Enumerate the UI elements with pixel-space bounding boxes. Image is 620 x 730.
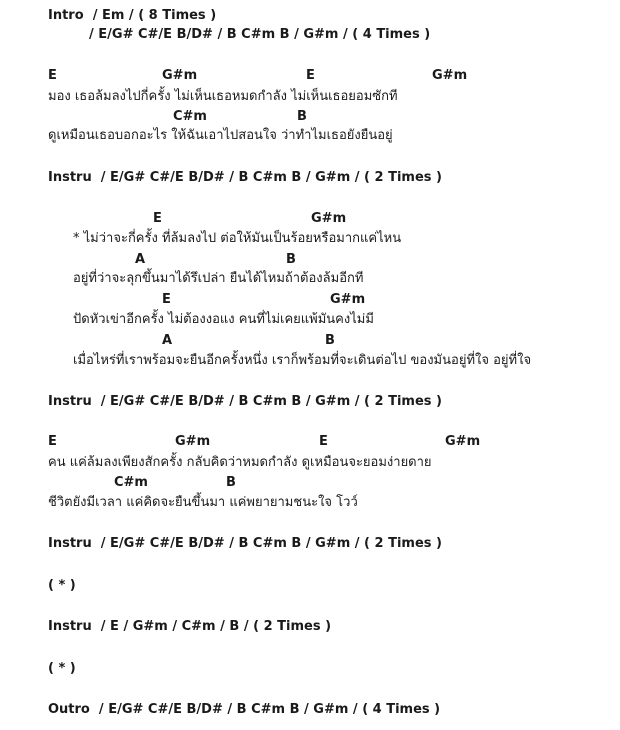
- chord: E: [162, 292, 171, 307]
- lyric-line: อยู่ที่ว่าจะลุกขึ้นมาได้รึเปล่า ยืนได้ไหมถ้าต้องล้มอีกที: [73, 271, 364, 286]
- lyric-line: เมื่อไหร่ที่เราพร้อมจะยืนอีกครั้งหนึ่ง เราก็พร้อมที่จะเดินต่อไป ของมันอยู่ที่ใจ อยู่ที่ใจ: [73, 353, 532, 368]
- chord: E: [319, 434, 328, 449]
- chord: B: [286, 252, 296, 267]
- chord: A: [135, 252, 146, 267]
- instru-line: Instru / E/G# C#/E B/D# / B C#m B / G#m / ( 2 Times ): [48, 394, 442, 409]
- outro-line: Outro / E/G# C#/E B/D# / B C#m B / G#m / ( 4 Times ): [48, 702, 441, 717]
- lyric-line: มอง เธอล้มลงไปกี่ครั้ง ไม่เห็นเธอหมดกำลัง ไม่เห็นเธอยอมซักที: [48, 89, 398, 104]
- chord: G#m: [432, 68, 468, 83]
- chord: E: [48, 434, 57, 449]
- intro-line: Intro / Em / ( 8 Times ): [48, 8, 217, 23]
- lyric-line: ชีวิตยังมีเวลา แค่คิดจะยืนขึ้นมา แค่พยายามชนะใจ โวว์: [48, 495, 358, 510]
- lyric-line: คน แค่ล้มลงเพียงสักครั้ง กลับคิดว่าหมดกำลัง ดูเหมือนจะยอมง่ายดาย: [48, 455, 432, 470]
- chord: G#m: [162, 68, 198, 83]
- chord: A: [162, 333, 173, 348]
- chord: E: [153, 211, 162, 226]
- lyric-line: ปัดหัวเข่าอีกครั้ง ไม่ต้องงอแง คนที่ไม่เคยแพ้มันคงไม่มี: [73, 312, 374, 327]
- chord: G#m: [175, 434, 211, 449]
- chord: B: [297, 109, 307, 124]
- lyric-line: * ไม่ว่าจะกี่ครั้ง ที่ล้มลงไป ต่อให้มันเป็นร้อยหรือมากแค่ไหน: [73, 231, 402, 246]
- chorus-repeat-marker: ( * ): [48, 661, 76, 676]
- chord: G#m: [445, 434, 481, 449]
- chord: C#m: [114, 475, 148, 490]
- instru-line: Instru / E/G# C#/E B/D# / B C#m B / G#m / ( 2 Times ): [48, 536, 442, 551]
- chord: E: [48, 68, 57, 83]
- chord: G#m: [330, 292, 366, 307]
- instru-line: Instru / E / G#m / C#m / B / ( 2 Times ): [48, 619, 332, 634]
- instru-line: Instru / E/G# C#/E B/D# / B C#m B / G#m / ( 2 Times ): [48, 170, 442, 185]
- chord: E: [306, 68, 315, 83]
- chord: B: [325, 333, 335, 348]
- chorus-repeat-marker: ( * ): [48, 578, 76, 593]
- chord: B: [226, 475, 236, 490]
- chord: G#m: [311, 211, 347, 226]
- chord: C#m: [173, 109, 207, 124]
- lyric-line: ดูเหมือนเธอบอกอะไร ให้ฉันเอาไปสอนใจ ว่าทำไมเธอยังยืนอยู่: [48, 128, 393, 143]
- intro-progression: / E/G# C#/E B/D# / B C#m B / G#m / ( 4 Times ): [89, 27, 431, 42]
